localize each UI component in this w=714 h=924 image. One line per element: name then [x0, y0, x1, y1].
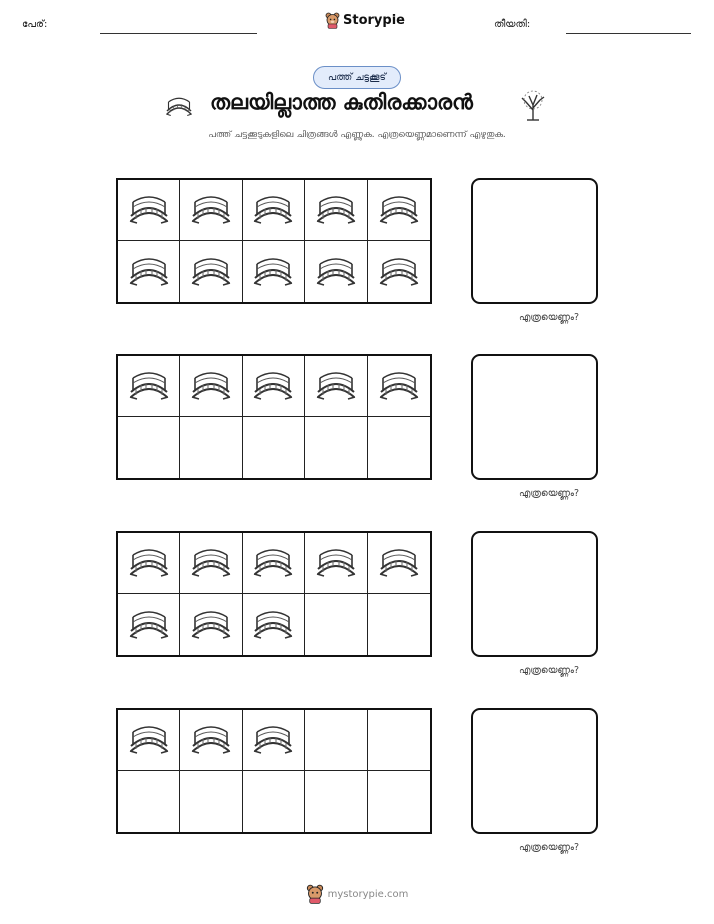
answer-label: എത്രയെണ്ണം?: [518, 842, 580, 853]
name-label: പേര്:: [22, 19, 48, 30]
ten-frame-cell: [368, 180, 430, 241]
bridge-icon: [164, 93, 194, 117]
ten-frame-cell: [118, 241, 180, 302]
bridge-icon: [127, 605, 171, 645]
ten-frame-cell: [368, 594, 430, 655]
bridge-icon: [127, 190, 171, 230]
title-row: [0, 90, 714, 124]
ten-frame: [116, 531, 432, 657]
answer-label: എത്രയെണ്ണം?: [518, 312, 580, 323]
page-title: തലയില്ലാത്ത കുതിരക്കാരൻ: [210, 90, 473, 114]
ten-frame-cell: [118, 710, 180, 771]
ten-frame-cell: [243, 417, 305, 478]
ten-frame-cell: [368, 710, 430, 771]
bridge-icon: [189, 720, 233, 760]
bridge-icon: [251, 543, 295, 583]
bridge-icon: [377, 190, 421, 230]
ten-frame-cell: [368, 356, 430, 417]
ten-frame-cell: [118, 356, 180, 417]
bridge-icon: [251, 366, 295, 406]
brand-name: Storypie: [343, 13, 405, 28]
answer-box[interactable]: [471, 708, 598, 834]
date-line[interactable]: [566, 33, 691, 34]
ten-frame-cell: [305, 180, 367, 241]
footer: [0, 884, 714, 904]
ten-frame-cell: [118, 771, 180, 832]
footer-url[interactable]: mystorypie.com: [327, 888, 409, 900]
bridge-icon: [189, 366, 233, 406]
ten-frame-cell: [243, 771, 305, 832]
bear-mascot-icon: [325, 12, 340, 29]
ten-frame-cell: [305, 241, 367, 302]
bridge-icon: [314, 252, 358, 292]
ten-frame-cell: [305, 710, 367, 771]
ten-frame-cell: [305, 417, 367, 478]
ten-frame: [116, 708, 432, 834]
ten-frame-cell: [180, 417, 242, 478]
answer-box[interactable]: [471, 178, 598, 304]
ten-frame-cell: [243, 241, 305, 302]
bridge-icon: [127, 366, 171, 406]
bridge-icon: [251, 190, 295, 230]
ten-frame-cell: [243, 180, 305, 241]
bridge-icon: [377, 252, 421, 292]
bridge-icon: [377, 366, 421, 406]
bridge-icon: [377, 543, 421, 583]
ten-frame-cell: [118, 533, 180, 594]
ten-frame-cell: [243, 710, 305, 771]
bridge-icon: [314, 543, 358, 583]
ten-frame-cell: [305, 771, 367, 832]
instructions-text: പത്ത് ചട്ടക്കൂടുകളിലെ ചിത്രങ്ങൾ എണ്ണുക. എത്രയെണ്ണമാണെന്ന് എഴുതുക.: [208, 130, 506, 140]
date-label: തീയതി:: [494, 19, 531, 30]
ten-frame-cell: [243, 533, 305, 594]
ten-frame-cell: [305, 594, 367, 655]
ten-frame-cell: [368, 241, 430, 302]
name-line[interactable]: [100, 33, 257, 34]
answer-box[interactable]: [471, 531, 598, 657]
tree-icon: [518, 90, 548, 122]
bear-mascot-icon: [306, 884, 324, 904]
ten-frame-cell: [243, 594, 305, 655]
bridge-icon: [251, 605, 295, 645]
ten-frame-cell: [368, 533, 430, 594]
ten-frame: [116, 178, 432, 304]
bridge-icon: [189, 252, 233, 292]
ten-frame-cell: [180, 533, 242, 594]
bridge-icon: [189, 605, 233, 645]
brand-logo: [325, 12, 405, 29]
ten-frame-cell: [180, 356, 242, 417]
bridge-icon: [127, 543, 171, 583]
ten-frame-cell: [180, 594, 242, 655]
ten-frame-cell: [180, 771, 242, 832]
ten-frame-cell: [180, 180, 242, 241]
bridge-icon: [127, 252, 171, 292]
ten-frame-cell: [305, 356, 367, 417]
bridge-icon: [251, 720, 295, 760]
bridge-icon: [314, 190, 358, 230]
ten-frame-cell: [180, 241, 242, 302]
answer-box[interactable]: [471, 354, 598, 480]
ten-frame: [116, 354, 432, 480]
ten-frame-cell: [118, 417, 180, 478]
ten-frame-cell: [180, 710, 242, 771]
bridge-icon: [251, 252, 295, 292]
ten-frame-cell: [305, 533, 367, 594]
worksheet-type-badge: പത്ത് ചട്ടക്കൂട്: [313, 66, 401, 89]
bridge-icon: [314, 366, 358, 406]
ten-frame-cell: [368, 417, 430, 478]
ten-frame-cell: [118, 594, 180, 655]
bridge-icon: [189, 543, 233, 583]
bridge-icon: [189, 190, 233, 230]
ten-frame-cell: [118, 180, 180, 241]
answer-label: എത്രയെണ്ണം?: [518, 665, 580, 676]
ten-frame-cell: [368, 771, 430, 832]
ten-frame-cell: [243, 356, 305, 417]
bridge-icon: [127, 720, 171, 760]
answer-label: എത്രയെണ്ണം?: [518, 488, 580, 499]
